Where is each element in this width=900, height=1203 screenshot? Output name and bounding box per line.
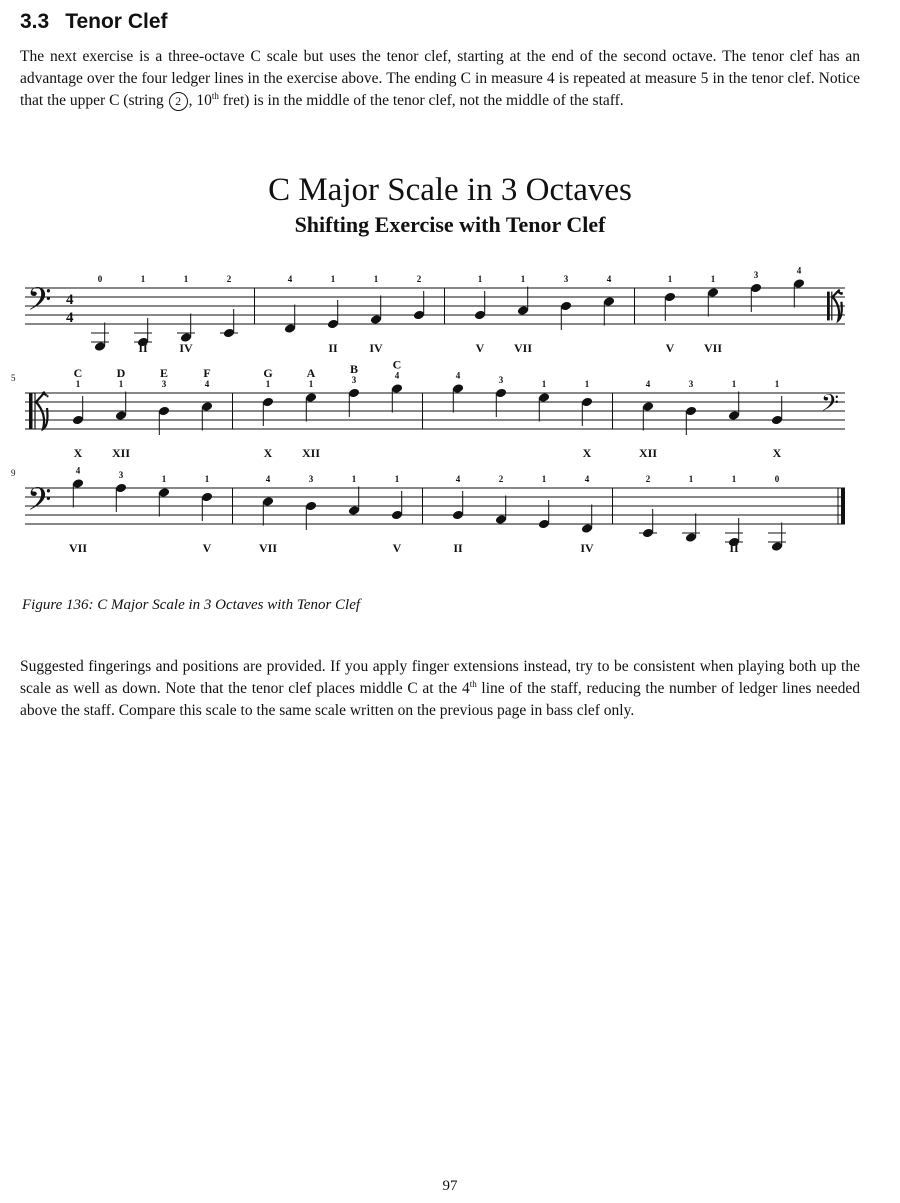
tenor-clef-icon <box>29 393 33 429</box>
section-heading <box>20 10 168 34</box>
fingering-number: 1 <box>774 379 780 389</box>
fingering-number: 4 <box>584 474 590 484</box>
outro-paragraph <box>20 656 860 722</box>
fingering-number: 4 <box>645 379 651 389</box>
position-marker: X <box>582 446 592 460</box>
note-name-label: E <box>159 366 169 380</box>
position-marker: XII <box>301 446 321 460</box>
fingering-number: 3 <box>688 379 694 389</box>
bass-clef-icon: 𝄢 <box>27 481 52 525</box>
fingering-number: 1 <box>308 379 314 389</box>
fingering-number: 1 <box>541 379 547 389</box>
fingering-number: 1 <box>731 379 737 389</box>
fingering-number: 2 <box>645 474 651 484</box>
fingering-number: 1 <box>330 274 336 284</box>
fingering-number: 1 <box>265 379 271 389</box>
position-marker: VII <box>513 341 533 355</box>
fingering-number: 1 <box>118 379 124 389</box>
fingering-number: 4 <box>455 474 461 484</box>
position-marker: X <box>772 446 782 460</box>
fingering-number: 1 <box>667 274 673 284</box>
note-name-label: D <box>116 366 126 380</box>
tenor-clef-icon <box>827 292 830 321</box>
tenor-clef-icon <box>833 297 842 320</box>
fingering-number: 3 <box>308 474 314 484</box>
section-title: Tenor Clef <box>65 10 168 33</box>
music-score <box>0 250 900 590</box>
tenor-clef-icon <box>36 402 48 429</box>
position-marker: IV <box>179 341 193 355</box>
position-marker: XII <box>638 446 658 460</box>
position-marker: IV <box>369 341 383 355</box>
fingering-number: 1 <box>183 274 189 284</box>
fingering-number: 1 <box>688 474 694 484</box>
position-marker: II <box>138 341 148 355</box>
intro-text-c: fret) is in the middle of the tenor clef, not the middle of the staff. <box>218 92 624 109</box>
note-name-label: C <box>73 366 83 380</box>
fingering-number: 0 <box>774 474 780 484</box>
tenor-clef-icon <box>833 290 842 297</box>
figure-title: C Major Scale in 3 Octaves <box>268 172 632 208</box>
position-marker: X <box>73 446 83 460</box>
measure-number: 9 <box>11 468 16 478</box>
fingering-number: 4 <box>75 465 81 476</box>
position-marker: II <box>729 541 739 555</box>
fingering-number: 1 <box>477 274 483 284</box>
position-marker: V <box>475 341 485 355</box>
fingering-number: 2 <box>498 474 504 484</box>
position-marker: VII <box>68 541 88 555</box>
position-marker: X <box>263 446 273 460</box>
time-signature-top: 4 <box>66 292 74 308</box>
position-marker: II <box>328 341 338 355</box>
position-marker: XII <box>111 446 131 460</box>
outro-text-a: Suggested fingerings and positions are provided. If you apply finger extensions instead, try to be consistent when playing both up the scale as well as down. Note that the tenor clef places middle C at the 4 <box>20 658 860 697</box>
fingering-number: 1 <box>351 474 357 484</box>
fingering-number: 4 <box>796 265 802 276</box>
final-barline <box>841 488 845 524</box>
fret-superscript: th <box>211 90 219 101</box>
outro-text-b: line of the staff, reducing the number of ledger lines needed above the staff. Compare this scale to the same scale written on the previous page in bass clef only. <box>20 680 860 719</box>
time-signature-bottom: 4 <box>66 310 74 326</box>
figure-subtitle: Shifting Exercise with Tenor Clef <box>294 212 606 237</box>
fingering-number: 3 <box>498 375 504 385</box>
note-name-label: B <box>349 362 359 376</box>
position-marker: V <box>665 341 675 355</box>
line-superscript: th <box>469 678 477 689</box>
page-number: 97 <box>442 1178 458 1194</box>
fingering-number: 3 <box>161 379 167 389</box>
position-marker: VII <box>258 541 278 555</box>
fingering-number: 1 <box>140 274 146 284</box>
fingering-number: 1 <box>161 474 167 484</box>
note-name-label: C <box>392 357 402 372</box>
fingering-number: 1 <box>710 274 716 284</box>
fingering-number: 4 <box>265 474 271 484</box>
fingering-number: 1 <box>373 274 379 284</box>
fingering-number: 3 <box>563 274 569 284</box>
fingering-number: 3 <box>351 375 357 385</box>
fingering-number: 3 <box>753 270 759 280</box>
note-name-label: F <box>203 366 211 380</box>
bass-clef-icon: 𝄢 <box>27 281 52 325</box>
measure-number: 5 <box>11 373 16 383</box>
bass-clef-icon: 𝄢 <box>821 389 840 422</box>
string-number-circle: 2 <box>169 92 188 111</box>
fingering-number: 2 <box>416 274 422 284</box>
fingering-number: 4 <box>455 370 461 381</box>
fingering-number: 0 <box>97 274 103 284</box>
fingering-number: 1 <box>394 474 400 484</box>
position-marker: V <box>202 541 212 555</box>
fingering-number: 2 <box>226 274 232 284</box>
figure-caption: Figure 136: C Major Scale in 3 Octaves with Tenor Clef <box>22 597 361 613</box>
position-marker: V <box>392 541 402 555</box>
fingering-number: 4 <box>394 370 400 381</box>
note-name-label: G <box>263 366 273 380</box>
fingering-number: 1 <box>731 474 737 484</box>
position-marker: VII <box>703 341 723 355</box>
fingering-number: 1 <box>584 379 590 389</box>
note-name-label: A <box>306 366 316 380</box>
fingering-number: 4 <box>287 274 293 284</box>
tenor-clef-icon <box>36 392 48 402</box>
fingering-number: 1 <box>75 379 81 389</box>
section-number: 3.3 <box>20 10 50 33</box>
fingering-number: 1 <box>541 474 547 484</box>
intro-text-a: The next exercise is a three-octave C scale but uses the tenor clef, starting at the end of the second octave. The tenor clef has an advantage over the four ledger lines in the exercise above. The ending C in measure 4 is repeated at measure 5 in the tenor clef. Notice that the upper C (string <box>20 48 860 109</box>
fingering-number: 4 <box>204 379 210 389</box>
fingering-number: 1 <box>204 474 210 484</box>
position-marker: II <box>453 541 463 555</box>
fingering-number: 4 <box>606 274 612 284</box>
intro-paragraph <box>20 46 860 112</box>
fingering-number: 3 <box>118 470 124 480</box>
position-marker: IV <box>580 541 594 555</box>
intro-text-b: , 10 <box>188 92 212 109</box>
fingering-number: 1 <box>520 274 526 284</box>
